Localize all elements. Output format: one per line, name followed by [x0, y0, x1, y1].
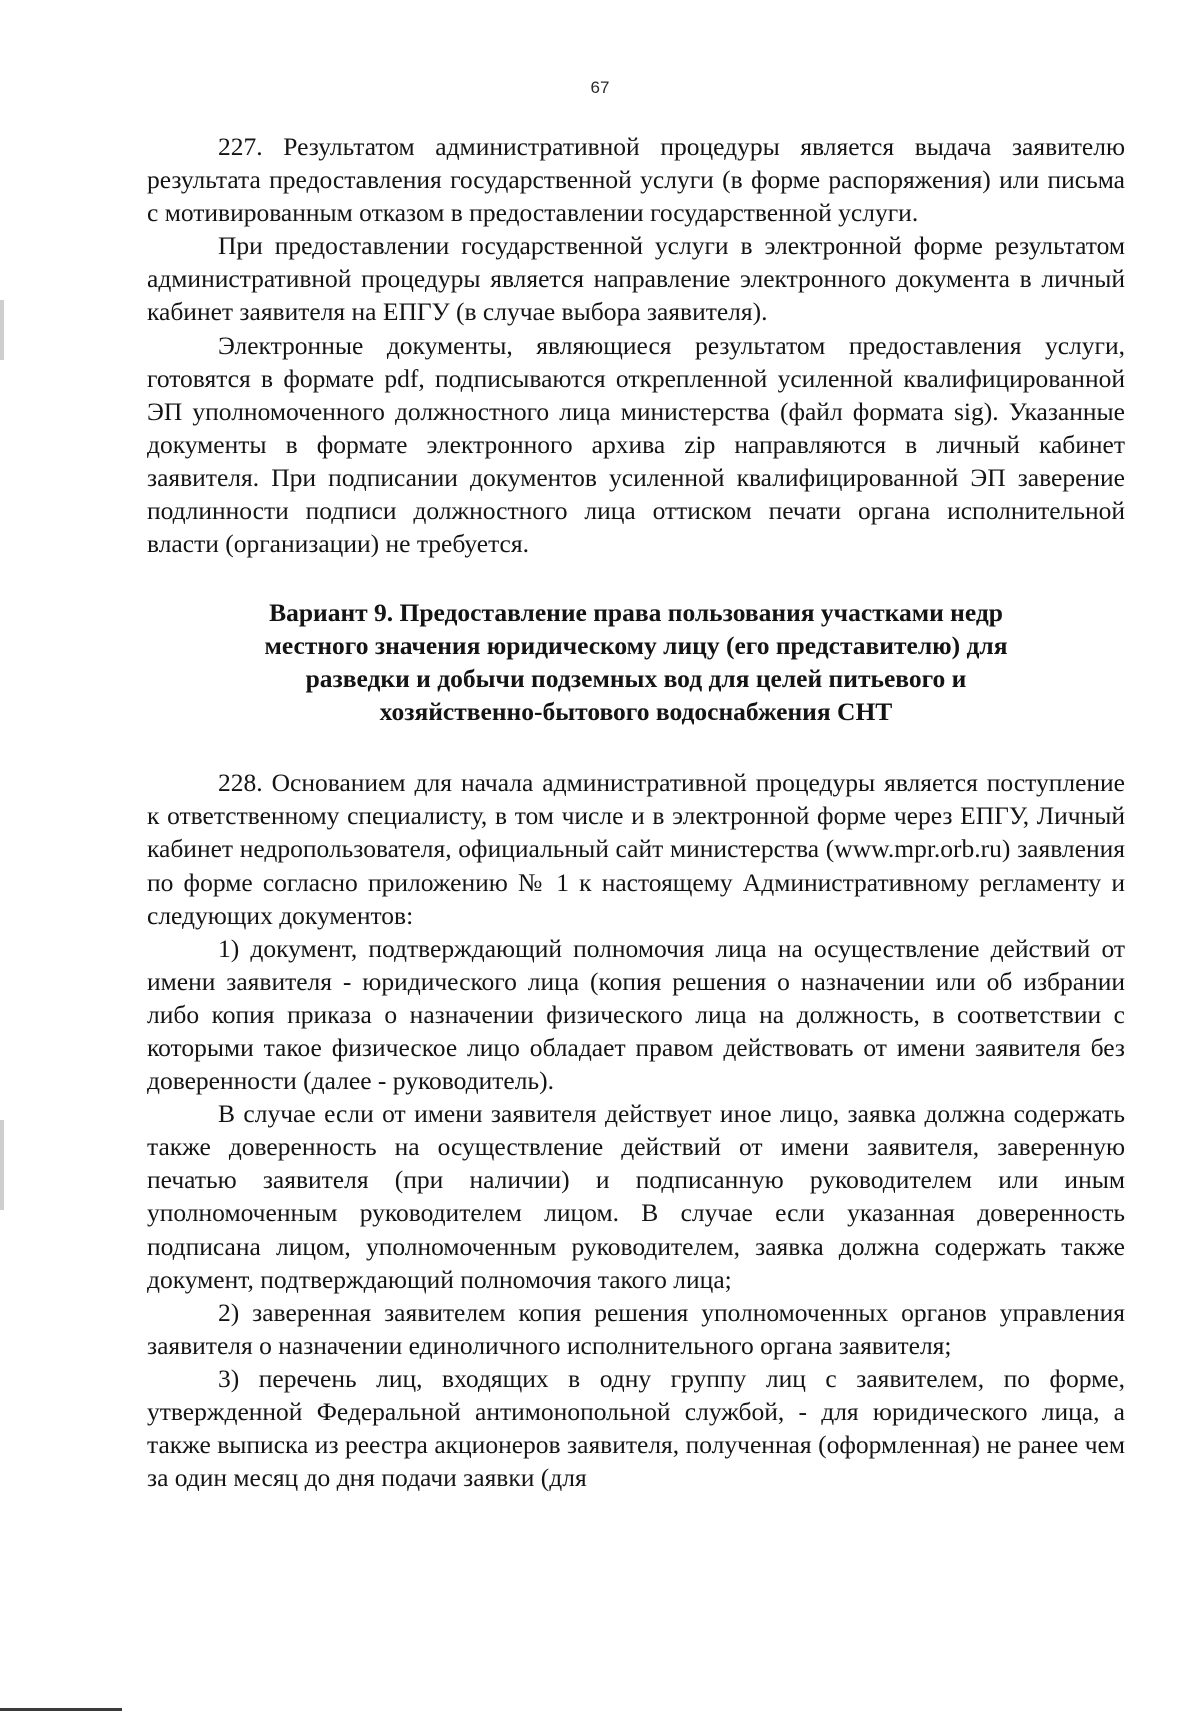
document-body	[147, 130, 1125, 1494]
list-item-3: 3) перечень лиц, входящих в одну группу лиц с заявителем, по форме, утвержденной Федеральной антимонопольной службой, - для юридического лица, а также выписка из реестра акционеров заявителя, полученная (оформленная) не ранее чем за один месяц до дня подачи заявки (для	[147, 1363, 1125, 1493]
footer-rule	[0, 1708, 122, 1711]
paragraph-representative: В случае если от имени заявителя действует иное лицо, заявка должна содержать также доверенность на осуществление действий от имени заявителя, заверенную печатью заявителя (при наличии) и подписанную руководителем или иным уполномоченным руководителем лицом. В случае если указанная доверенность подписана лицом, уполномоченным руководителем, заявка должна содержать также документ, подтверждающий полномочия такого лица;	[147, 1099, 1125, 1294]
heading-line: разведки и добычи подземных вод для целей питьевого и	[305, 664, 967, 694]
scan-margin-mark	[0, 1120, 4, 1210]
page-number: 67	[590, 78, 610, 97]
scan-margin-mark	[0, 300, 4, 360]
list-item-1: 1) документ, подтверждающий полномочия лица на осуществление действий от имени заявителя - юридического лица (копия решения о назначении или об избрании либо копия приказа о назначении физического лица на должность, в соответствии с которыми такое физическое лицо обладает правом действовать от имени заявителя без доверенности (далее - руководитель).	[147, 933, 1125, 1096]
heading-line: хозяйственно-бытового водоснабжения СНТ	[379, 697, 893, 727]
heading-line: Вариант 9. Предоставление права пользования участками недр	[269, 598, 1003, 628]
list-item-2: 2) заверенная заявителем копия решения уполномоченных органов управления заявителя о назначении единоличного исполнительного органа заявителя;	[147, 1297, 1125, 1360]
section-heading	[147, 596, 1125, 728]
paragraph-electronic-result: При предоставлении государственной услуги в электронной форме результатом административной процедуры является направление электронного документа в личный кабинет заявителя на ЕПГУ (в случае выбора заявителя).	[147, 231, 1125, 327]
paragraph-electronic-documents: Электронные документы, являющиеся результатом предоставления услуги, готовятся в формате pdf, подписываются открепленной усиленной квалифицированной ЭП уполномоченного должностного лица министерства (файл формата sig). Указанные документы в формате электронного архива zip направляются в личный кабинет заявителя. При подписании документов усиленной квалифицированной ЭП заверение подлинности подписи должностного лица оттиском печати органа исполнительной власти (организации) не требуется.	[147, 330, 1125, 559]
heading-line: местного значения юридическому лицу (его представителю) для	[264, 631, 1008, 661]
heading-spacer	[147, 728, 1125, 766]
paragraph-227: 227. Результатом административной процедуры является выдача заявителю результата предоставления государственной услуги (в форме распоряжения) или письма с мотивированным отказом в предоставлении государственной услуги.	[147, 132, 1125, 228]
paragraph-228: 228. Основанием для начала административной процедуры является поступление к ответственному специалисту, в том числе и в электронной форме через ЕПГУ, Личный кабинет недропользователя, официальный сайт министерства (www.mpr.orb.ru) заявления по форме согласно приложению № 1 к настоящему Административному регламенту и следующих документов:	[147, 768, 1125, 930]
